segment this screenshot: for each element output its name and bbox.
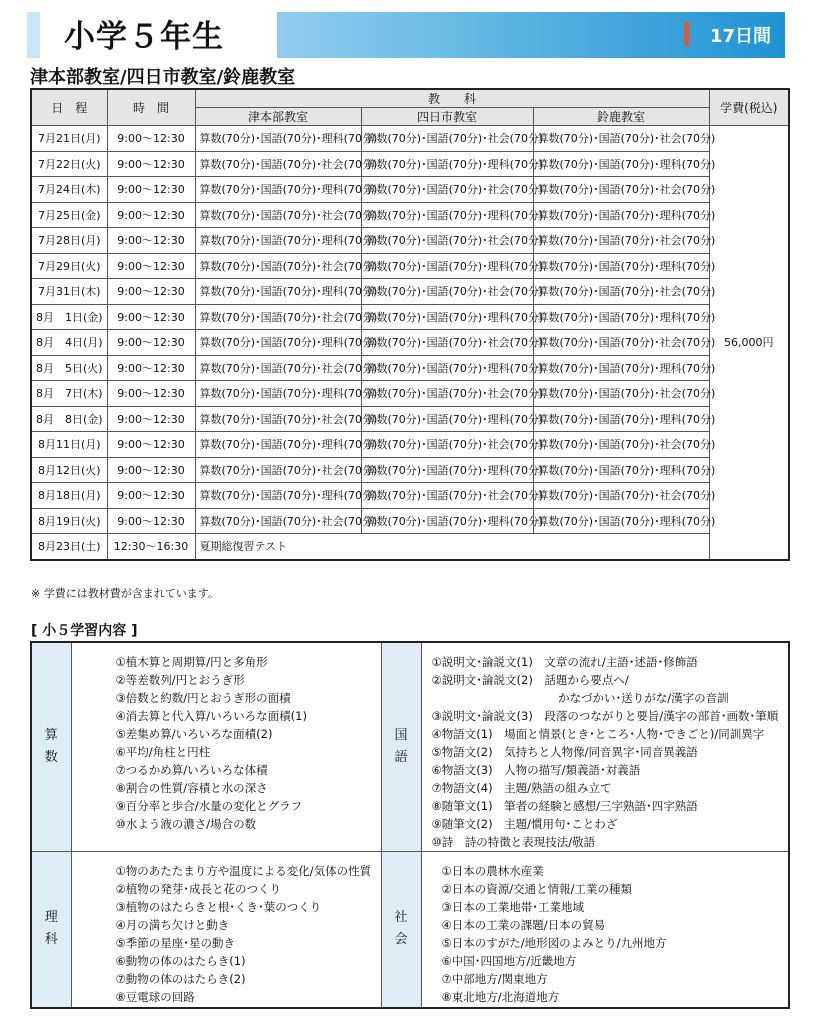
schedule-table: [30, 88, 790, 561]
content-item: ⑧割合の性質/容積と水の深さ: [115, 781, 268, 795]
page-title: 小学５年生: [64, 19, 224, 55]
schedule-suzuka: 算数(70分)･国語(70分)･理科(70分): [533, 508, 709, 534]
content-item: ②説明文･論説文(2) 話題から要点へ/: [431, 673, 629, 687]
schedule-row: [31, 202, 789, 228]
schedule-row: [31, 355, 789, 381]
col-time-header: 時 間: [107, 89, 195, 126]
schedule-suzuka: 算数(70分)･国語(70分)･理科(70分): [533, 457, 709, 483]
content-item: ⑤日本のすがた/地形図のよみとり/九州地方: [441, 936, 667, 950]
schedule-yokkaichi: 算数(70分)･国語(70分)･理科(70分): [361, 253, 533, 279]
content-item: ⑦物語文(4) 主題/熟語の組み立て: [431, 781, 612, 795]
schedule-tsu: 算数(70分)･国語(70分)･理科(70分): [195, 228, 361, 254]
content-item: ⑩水よう液の濃さ/場合の数: [115, 817, 257, 831]
schedule-suzuka: 算数(70分)･国語(70分)･社会(70分): [533, 126, 709, 152]
schedule-row: [31, 228, 789, 254]
japanese-list: [421, 642, 789, 852]
col-fee-header: 学費(税込): [709, 89, 789, 126]
schedule-date: 8月 7日(木): [31, 381, 107, 407]
schedule-tsu: 算数(70分)･国語(70分)･社会(70分): [195, 151, 361, 177]
schedule-row: [31, 457, 789, 483]
schedule-suzuka: 算数(70分)･国語(70分)･社会(70分): [533, 279, 709, 305]
schedule-tsu: 算数(70分)･国語(70分)･理科(70分): [195, 330, 361, 356]
schedule-row: [31, 304, 789, 330]
schedule-yokkaichi: 算数(70分)･国語(70分)･社会(70分): [361, 381, 533, 407]
schedule-tsu: 算数(70分)･国語(70分)･理科(70分): [195, 381, 361, 407]
content-item: ④物語文(1) 場面と情景(とき･ところ･人物･できごと)/同訓異字: [431, 727, 765, 741]
schedule-time: 9:00～12:30: [107, 508, 195, 534]
schedule-time: 9:00～12:30: [107, 381, 195, 407]
content-item: ①日本の農林水産業: [441, 864, 544, 878]
schedule-date: 7月25日(金): [31, 202, 107, 228]
content-item: ⑦動物の体のはたらき(2): [115, 972, 246, 986]
schedule-date: 8月 5日(火): [31, 355, 107, 381]
schedule-row: [31, 177, 789, 203]
content-item: ②日本の資源/交通と情報/工業の種類: [441, 882, 633, 896]
col-suzuka-header: 鈴鹿教室: [533, 108, 709, 126]
final-test-label: 夏期総復習テスト: [195, 534, 709, 560]
schedule-date: 7月28日(月): [31, 228, 107, 254]
schedule-time: 9:00～12:30: [107, 177, 195, 203]
schedule-suzuka: 算数(70分)･国語(70分)･理科(70分): [533, 253, 709, 279]
content-item: ⑦中部地方/関東地方: [441, 972, 548, 986]
subject-science: 理 科: [31, 852, 71, 1008]
contents-table: [30, 641, 790, 1009]
schedule-date: 8月11日(月): [31, 432, 107, 458]
content-item: ④日本の工業の課題/日本の貿易: [441, 918, 606, 932]
schedule-row-final-test: [31, 534, 789, 560]
content-item: ⑨百分率と歩合/水量の変化とグラフ: [115, 799, 303, 813]
schedule-time: 9:00～12:30: [107, 253, 195, 279]
content-item: ⑧豆電球の回路: [115, 990, 195, 1004]
schedule-time: 9:00～12:30: [107, 202, 195, 228]
classroom-subtitle: 津本部教室/四日市教室/鈴鹿教室: [30, 67, 296, 88]
content-item: ③倍数と約数/円とおうぎ形の面積: [115, 691, 291, 705]
schedule-suzuka: 算数(70分)･国語(70分)･理科(70分): [533, 355, 709, 381]
schedule-time: 9:00～12:30: [107, 355, 195, 381]
schedule-suzuka: 算数(70分)･国語(70分)･理科(70分): [533, 304, 709, 330]
schedule-time: 9:00～12:30: [107, 483, 195, 509]
col-yokkaichi-header: 四日市教室: [361, 108, 533, 126]
schedule-time: 9:00～12:30: [107, 151, 195, 177]
schedule-tsu: 算数(70分)･国語(70分)･理科(70分): [195, 483, 361, 509]
schedule-yokkaichi: 算数(70分)･国語(70分)･理科(70分): [361, 151, 533, 177]
fee-cell: 56,000円: [709, 126, 789, 560]
schedule-yokkaichi: 算数(70分)･国語(70分)･理科(70分): [361, 457, 533, 483]
schedule-date: 7月24日(木): [31, 177, 107, 203]
days-label: 17日間: [709, 26, 771, 47]
content-item: かなづかい･送りがな/漢字の音訓: [431, 691, 729, 705]
content-item: ③植物のはたらきと根･くき･葉のつくり: [115, 900, 322, 914]
schedule-suzuka: 算数(70分)･国語(70分)･理科(70分): [533, 151, 709, 177]
content-item: ③日本の工業地帯･工業地域: [441, 900, 585, 914]
col-date-header: 日 程: [31, 89, 107, 126]
schedule-row: [31, 406, 789, 432]
schedule-date: 8月 8日(金): [31, 406, 107, 432]
schedule-tsu: 算数(70分)･国語(70分)･社会(70分): [195, 457, 361, 483]
schedule-yokkaichi: 算数(70分)･国語(70分)･社会(70分): [361, 432, 533, 458]
contents-title: [ 小５学習内容 ]: [31, 623, 138, 639]
content-item: ⑥動物の体のはたらき(1): [115, 954, 246, 968]
schedule-suzuka: 算数(70分)･国語(70分)･理科(70分): [533, 406, 709, 432]
schedule-row: [31, 432, 789, 458]
schedule-date: 7月29日(火): [31, 253, 107, 279]
page-header: [27, 8, 785, 58]
content-item: ⑤物語文(2) 気持ちと人物像/同音異字･同音異義語: [431, 745, 698, 759]
content-item: ⑤差集め算/いろいろな面積(2): [115, 727, 273, 741]
schedule-row: [31, 279, 789, 305]
schedule-suzuka: 算数(70分)･国語(70分)･社会(70分): [533, 483, 709, 509]
schedule-tsu: 算数(70分)･国語(70分)･社会(70分): [195, 253, 361, 279]
content-item: ⑤季節の星座･星の動き: [115, 936, 236, 950]
schedule-yokkaichi: 算数(70分)･国語(70分)･社会(70分): [361, 228, 533, 254]
schedule-row: [31, 508, 789, 534]
science-list: [71, 852, 381, 1008]
content-item: ⑧東北地方/北海道地方: [441, 990, 560, 1004]
schedule-tsu: 算数(70分)･国語(70分)･社会(70分): [195, 406, 361, 432]
content-item: ⑩詩 詩の特徴と表現技法/敬語: [431, 835, 596, 849]
content-item: ⑥平均/角柱と円柱: [115, 745, 211, 759]
schedule-yokkaichi: 算数(70分)･国語(70分)･理科(70分): [361, 406, 533, 432]
schedule-time: 9:00～12:30: [107, 126, 195, 152]
schedule-tsu: 算数(70分)･国語(70分)･社会(70分): [195, 508, 361, 534]
schedule-yokkaichi: 算数(70分)･国語(70分)･社会(70分): [361, 330, 533, 356]
schedule-time: 9:00～12:30: [107, 432, 195, 458]
schedule-tsu: 算数(70分)･国語(70分)･社会(70分): [195, 355, 361, 381]
schedule-suzuka: 算数(70分)･国語(70分)･社会(70分): [533, 432, 709, 458]
schedule-date: 8月18日(月): [31, 483, 107, 509]
schedule-row: [31, 330, 789, 356]
content-item: ④月の満ち欠けと動き: [115, 918, 230, 932]
schedule-row: [31, 126, 789, 152]
schedule-date: 7月21日(月): [31, 126, 107, 152]
content-item: ⑧随筆文(1) 筆者の経験と感想/三字熟語･四字熟語: [431, 799, 698, 813]
days-marker: [684, 22, 689, 46]
schedule-suzuka: 算数(70分)･国語(70分)･社会(70分): [533, 177, 709, 203]
schedule-date: 8月19日(火): [31, 508, 107, 534]
schedule-suzuka: 算数(70分)･国語(70分)･社会(70分): [533, 228, 709, 254]
content-item: ①物のあたたまり方や温度による変化/気体の性質: [115, 864, 372, 878]
schedule-date: 8月12日(火): [31, 457, 107, 483]
schedule-time: 9:00～12:30: [107, 228, 195, 254]
content-item: ①植木算と周期算/円と多角形: [115, 655, 268, 669]
col-subject-header: 教 科: [195, 89, 709, 108]
content-item: ③説明文･論説文(3) 段落のつながりと要旨/漢字の部首･画数･筆順: [431, 709, 779, 723]
fee-note: ※ 学費には教材費が含まれています。: [31, 587, 219, 600]
content-item: ⑥中国･四国地方/近畿地方: [441, 954, 577, 968]
schedule-date: 8月23日(土): [31, 534, 107, 560]
schedule-time: 9:00～12:30: [107, 330, 195, 356]
schedule-tsu: 算数(70分)･国語(70分)･社会(70分): [195, 202, 361, 228]
schedule-time: 9:00～12:30: [107, 279, 195, 305]
social-list: [421, 852, 789, 1008]
content-item: ②等差数列/円とおうぎ形: [115, 673, 245, 687]
schedule-yokkaichi: 算数(70分)･国語(70分)･社会(70分): [361, 177, 533, 203]
schedule-yokkaichi: 算数(70分)･国語(70分)･社会(70分): [361, 483, 533, 509]
schedule-row: [31, 253, 789, 279]
schedule-time: 12:30～16:30: [107, 534, 195, 560]
content-item: ②植物の発芽･成長と花のつくり: [115, 882, 282, 896]
schedule-time: 9:00～12:30: [107, 406, 195, 432]
schedule-row: [31, 483, 789, 509]
content-item: ④消去算と代入算/いろいろな面積(1): [115, 709, 307, 723]
content-item: ⑨随筆文(2) 主題/慣用句･ことわざ: [431, 817, 618, 831]
subject-math: 算 数: [31, 642, 71, 852]
schedule-tsu: 算数(70分)･国語(70分)･理科(70分): [195, 126, 361, 152]
schedule-date: 8月 1日(金): [31, 304, 107, 330]
schedule-row: [31, 381, 789, 407]
schedule-tsu: 算数(70分)･国語(70分)･理科(70分): [195, 279, 361, 305]
math-list: [71, 642, 381, 852]
content-item: ⑦つるかめ算/いろいろな体積: [115, 763, 268, 777]
schedule-yokkaichi: 算数(70分)･国語(70分)･理科(70分): [361, 355, 533, 381]
schedule-date: 7月31日(木): [31, 279, 107, 305]
schedule-yokkaichi: 算数(70分)･国語(70分)･理科(70分): [361, 304, 533, 330]
schedule-row: [31, 151, 789, 177]
schedule-suzuka: 算数(70分)･国語(70分)･理科(70分): [533, 202, 709, 228]
schedule-suzuka: 算数(70分)･国語(70分)･社会(70分): [533, 381, 709, 407]
schedule-yokkaichi: 算数(70分)･国語(70分)･理科(70分): [361, 202, 533, 228]
schedule-tsu: 算数(70分)･国語(70分)･社会(70分): [195, 304, 361, 330]
schedule-suzuka: 算数(70分)･国語(70分)･社会(70分): [533, 330, 709, 356]
schedule-date: 7月22日(火): [31, 151, 107, 177]
content-item: ⑥物語文(3) 人物の描写/類義語･対義語: [431, 763, 641, 777]
schedule-yokkaichi: 算数(70分)･国語(70分)･社会(70分): [361, 279, 533, 305]
schedule-yokkaichi: 算数(70分)･国語(70分)･理科(70分): [361, 508, 533, 534]
col-tsu-header: 津本部教室: [195, 108, 361, 126]
schedule-tsu: 算数(70分)･国語(70分)･理科(70分): [195, 432, 361, 458]
schedule-date: 8月 4日(月): [31, 330, 107, 356]
schedule-tsu: 算数(70分)･国語(70分)･理科(70分): [195, 177, 361, 203]
schedule-time: 9:00～12:30: [107, 457, 195, 483]
content-item: ①説明文･論説文(1) 文章の流れ/主語･述語･修飾語: [431, 655, 698, 669]
subject-social: 社 会: [381, 852, 421, 1008]
schedule-time: 9:00～12:30: [107, 304, 195, 330]
subject-japanese: 国 語: [381, 642, 421, 852]
schedule-yokkaichi: 算数(70分)･国語(70分)･社会(70分): [361, 126, 533, 152]
